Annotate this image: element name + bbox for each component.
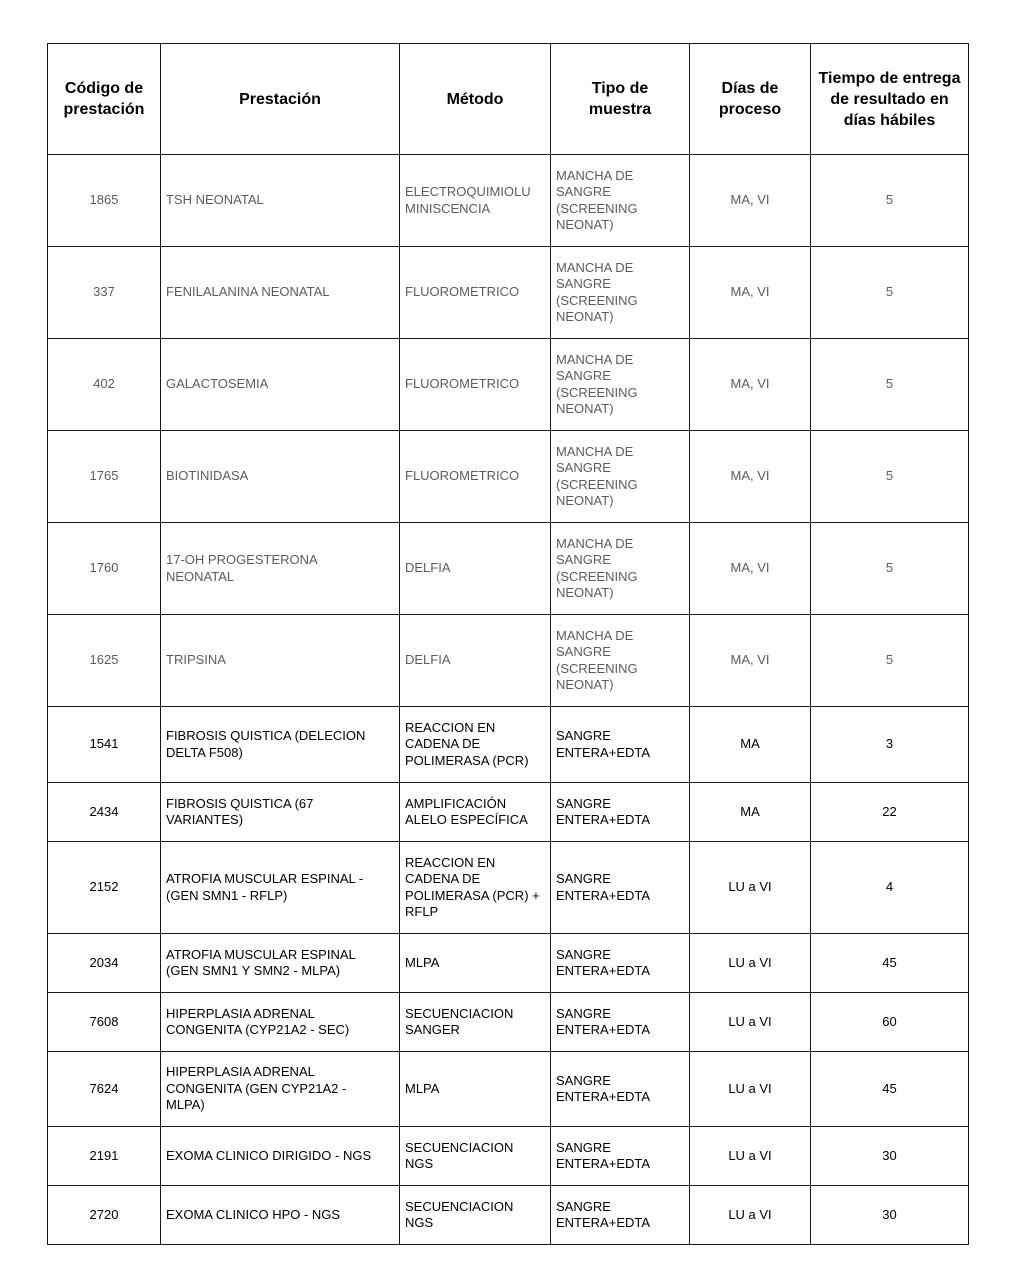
cell-codigo: 2191 <box>48 1127 161 1186</box>
cell-tiempo: 60 <box>811 993 969 1052</box>
cell-muestra-text: SANGRE ENTERA+EDTA <box>556 795 651 827</box>
cell-prestacion <box>161 934 400 993</box>
cell-dias: MA, VI <box>690 155 811 247</box>
cell-prestacion-text: HIPERPLASIA ADRENAL CONGENITA (CYP21A2 - SEC) <box>166 1005 350 1037</box>
cell-metodo-text: REACCION EN CADENA DE POLIMERASA (PCR) <box>405 719 529 768</box>
cell-muestra <box>551 842 690 934</box>
table-row <box>48 783 969 842</box>
cell-muestra <box>551 993 690 1052</box>
cell-muestra <box>551 1186 690 1245</box>
table-row <box>48 247 969 339</box>
cell-metodo: FLUOROMETRICO <box>400 247 551 339</box>
cell-tiempo: 5 <box>811 431 969 523</box>
cell-prestacion-text: 17-OH PROGESTERONA NEONATAL <box>166 552 317 584</box>
cell-tiempo: 5 <box>811 247 969 339</box>
cell-tiempo: 5 <box>811 155 969 247</box>
cell-prestacion-text: ATROFIA MUSCULAR ESPINAL (GEN SMN1 Y SMN2 - MLPA) <box>166 946 356 978</box>
cell-muestra <box>551 615 690 707</box>
cell-muestra-text: MANCHA DE SANGRE (SCREENING NEONAT) <box>556 535 638 600</box>
cell-metodo-text: SECUENCIACION SANGER <box>405 1005 514 1037</box>
header-metodo-label: Método <box>446 90 504 108</box>
cell-dias: LU a VI <box>690 1052 811 1127</box>
cell-prestacion-text: HIPERPLASIA ADRENAL CONGENITA (GEN CYP21A2 - MLPA) <box>166 1064 347 1113</box>
cell-dias: MA, VI <box>690 523 811 615</box>
table-row <box>48 707 969 783</box>
cell-codigo: 1625 <box>48 615 161 707</box>
cell-prestacion-text: FIBROSIS QUISTICA (67 VARIANTES) <box>166 795 314 827</box>
cell-metodo: DELFIA <box>400 615 551 707</box>
cell-muestra-text: MANCHA DE SANGRE (SCREENING NEONAT) <box>556 627 638 692</box>
cell-dias: LU a VI <box>690 1186 811 1245</box>
cell-codigo: 1865 <box>48 155 161 247</box>
header-tipo-muestra-label: Tipo de muestra <box>588 80 652 118</box>
cell-metodo-text: SECUENCIACION NGS <box>405 1198 514 1230</box>
header-tipo-muestra <box>551 44 690 155</box>
prestaciones-table <box>47 43 969 1245</box>
cell-metodo-text: REACCION EN CADENA DE POLIMERASA (PCR) + RFLP <box>405 854 540 919</box>
cell-tiempo: 3 <box>811 707 969 783</box>
cell-metodo: FLUOROMETRICO <box>400 431 551 523</box>
cell-muestra <box>551 431 690 523</box>
cell-prestacion <box>161 707 400 783</box>
cell-metodo <box>400 1186 551 1245</box>
cell-tiempo: 4 <box>811 842 969 934</box>
cell-codigo: 1765 <box>48 431 161 523</box>
cell-muestra-text: MANCHA DE SANGRE (SCREENING NEONAT) <box>556 351 638 416</box>
cell-dias: MA <box>690 707 811 783</box>
cell-dias: LU a VI <box>690 1127 811 1186</box>
table-row <box>48 615 969 707</box>
cell-metodo <box>400 1127 551 1186</box>
cell-metodo <box>400 993 551 1052</box>
cell-dias: MA, VI <box>690 431 811 523</box>
header-tiempo-entrega <box>811 44 969 155</box>
cell-codigo: 2434 <box>48 783 161 842</box>
cell-muestra <box>551 523 690 615</box>
table-row <box>48 1186 969 1245</box>
cell-metodo <box>400 707 551 783</box>
table-row <box>48 1052 969 1127</box>
cell-dias: LU a VI <box>690 993 811 1052</box>
cell-prestacion <box>161 993 400 1052</box>
cell-metodo: FLUOROMETRICO <box>400 339 551 431</box>
cell-muestra <box>551 155 690 247</box>
cell-metodo: DELFIA <box>400 523 551 615</box>
cell-muestra <box>551 247 690 339</box>
cell-prestacion: TSH NEONATAL <box>161 155 400 247</box>
cell-codigo: 337 <box>48 247 161 339</box>
cell-muestra <box>551 1127 690 1186</box>
cell-muestra <box>551 783 690 842</box>
cell-prestacion: BIOTINIDASA <box>161 431 400 523</box>
cell-metodo-text: AMPLIFICACIÓN ALELO ESPECÍFICA <box>405 795 528 827</box>
cell-muestra-text: SANGRE ENTERA+EDTA <box>556 1139 651 1171</box>
header-tiempo-entrega-label: Tiempo de entrega de resultado en días hábiles <box>818 69 961 129</box>
cell-dias: MA, VI <box>690 339 811 431</box>
table-row <box>48 934 969 993</box>
cell-muestra-text: SANGRE ENTERA+EDTA <box>556 1072 651 1104</box>
cell-tiempo: 5 <box>811 339 969 431</box>
cell-muestra-text: MANCHA DE SANGRE (SCREENING NEONAT) <box>556 167 638 232</box>
cell-prestacion: EXOMA CLINICO HPO - NGS <box>161 1186 400 1245</box>
header-codigo-label: Código de prestación <box>63 80 145 118</box>
cell-metodo-text: SECUENCIACION NGS <box>405 1139 514 1171</box>
cell-metodo: ELECTROQUIMIOLU MINISCENCIA <box>400 155 551 247</box>
cell-muestra-text: MANCHA DE SANGRE (SCREENING NEONAT) <box>556 443 638 508</box>
cell-dias: MA <box>690 783 811 842</box>
header-metodo <box>400 44 551 155</box>
cell-tiempo: 30 <box>811 1127 969 1186</box>
cell-prestacion-text: FIBROSIS QUISTICA (DELECION DELTA F508) <box>166 728 366 760</box>
cell-dias: MA, VI <box>690 615 811 707</box>
header-row <box>48 44 969 155</box>
cell-codigo: 2152 <box>48 842 161 934</box>
header-dias-proceso <box>690 44 811 155</box>
cell-muestra-text: SANGRE ENTERA+EDTA <box>556 1005 651 1037</box>
cell-tiempo: 22 <box>811 783 969 842</box>
cell-tiempo: 45 <box>811 1052 969 1127</box>
cell-muestra-text: SANGRE ENTERA+EDTA <box>556 871 651 903</box>
table-row <box>48 431 969 523</box>
cell-codigo: 1760 <box>48 523 161 615</box>
cell-tiempo: 30 <box>811 1186 969 1245</box>
cell-dias: MA, VI <box>690 247 811 339</box>
cell-metodo <box>400 842 551 934</box>
table-row <box>48 339 969 431</box>
table-row <box>48 155 969 247</box>
table-row <box>48 842 969 934</box>
cell-tiempo: 5 <box>811 615 969 707</box>
cell-codigo: 2034 <box>48 934 161 993</box>
cell-muestra <box>551 339 690 431</box>
cell-codigo: 1541 <box>48 707 161 783</box>
cell-prestacion <box>161 842 400 934</box>
table-row <box>48 523 969 615</box>
cell-muestra-text: MANCHA DE SANGRE (SCREENING NEONAT) <box>556 259 638 324</box>
cell-metodo <box>400 783 551 842</box>
table-row <box>48 993 969 1052</box>
table-row <box>48 1127 969 1186</box>
cell-prestacion <box>161 1052 400 1127</box>
cell-tiempo: 45 <box>811 934 969 993</box>
cell-dias: LU a VI <box>690 842 811 934</box>
header-prestacion <box>161 44 400 155</box>
cell-codigo: 7624 <box>48 1052 161 1127</box>
header-codigo <box>48 44 161 155</box>
cell-muestra-text: SANGRE ENTERA+EDTA <box>556 728 651 760</box>
cell-metodo: MLPA <box>400 934 551 993</box>
cell-metodo: MLPA <box>400 1052 551 1127</box>
cell-prestacion <box>161 783 400 842</box>
header-prestacion-label: Prestación <box>239 90 321 108</box>
cell-muestra <box>551 934 690 993</box>
cell-tiempo: 5 <box>811 523 969 615</box>
cell-prestacion: EXOMA CLINICO DIRIGIDO - NGS <box>161 1127 400 1186</box>
cell-prestacion: GALACTOSEMIA <box>161 339 400 431</box>
cell-dias: LU a VI <box>690 934 811 993</box>
cell-muestra-text: SANGRE ENTERA+EDTA <box>556 1198 651 1230</box>
cell-prestacion <box>161 523 400 615</box>
cell-muestra-text: SANGRE ENTERA+EDTA <box>556 946 651 978</box>
header-dias-proceso-label: Días de proceso <box>718 80 782 118</box>
cell-codigo: 2720 <box>48 1186 161 1245</box>
cell-codigo: 7608 <box>48 993 161 1052</box>
cell-prestacion: TRIPSINA <box>161 615 400 707</box>
cell-muestra <box>551 707 690 783</box>
cell-codigo: 402 <box>48 339 161 431</box>
cell-prestacion: FENILALANINA NEONATAL <box>161 247 400 339</box>
cell-muestra <box>551 1052 690 1127</box>
cell-prestacion-text: ATROFIA MUSCULAR ESPINAL - (GEN SMN1 - RFLP) <box>166 871 364 903</box>
